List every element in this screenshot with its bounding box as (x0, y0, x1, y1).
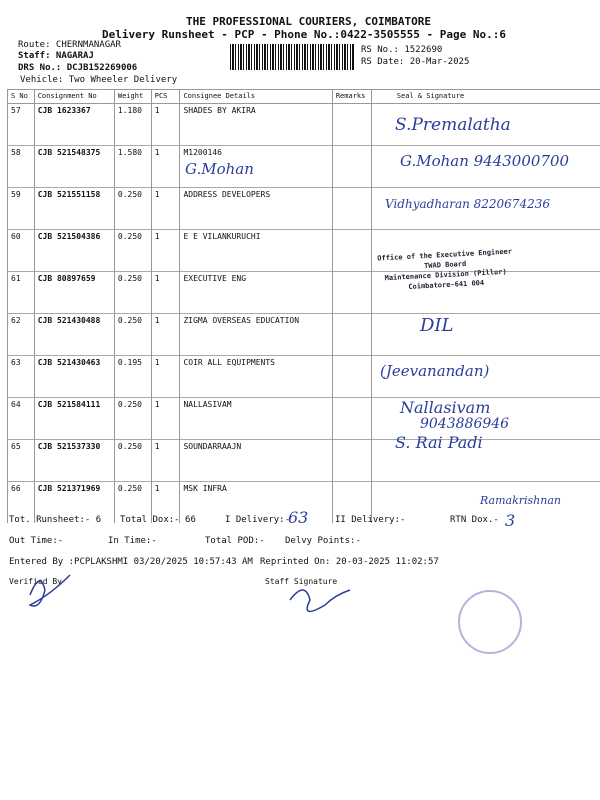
stamp-line: TWAD Board (423, 259, 467, 271)
hw-signature: G.Mohan (185, 160, 254, 178)
seal-stamp (458, 590, 522, 654)
rs-date: RS Date: 20-Mar-2025 (361, 57, 470, 67)
cell-remarks (332, 146, 371, 188)
cell-pcs: 1 (151, 440, 180, 482)
i-delivery: I Delivery:- (225, 515, 291, 525)
cell-pcs: 1 (151, 104, 180, 146)
table-row (8, 398, 600, 440)
col-weight: Weight (114, 90, 151, 104)
cell-pcs: 1 (151, 398, 180, 440)
cell-remarks (332, 230, 371, 272)
hw-rtn: 3 (505, 511, 516, 530)
table-row (8, 440, 600, 482)
cell-sno: 63 (8, 356, 35, 398)
cell-remarks (332, 314, 371, 356)
ii-delivery: II Delivery:- (335, 515, 406, 525)
table-row (8, 356, 600, 398)
drs-number: DRS No.: DCJB152269006 (18, 63, 138, 73)
cell-remarks (332, 356, 371, 398)
hw-i-delivery: 63 (288, 508, 309, 527)
hw-signature: S.Premalatha (395, 115, 511, 135)
total-dox: Total Dox:- 66 (120, 515, 196, 525)
cell-cn: CJB 521430488 (34, 314, 114, 356)
col-remarks: Remarks (332, 90, 371, 104)
cell-remarks (332, 188, 371, 230)
cell-wt: 0.250 (114, 230, 151, 272)
route: Route: CHERNMANAGAR (18, 40, 121, 50)
stamp-line: Coimbatore-641 004 (408, 278, 485, 291)
hw-signature: Ramakrishnan (480, 494, 561, 507)
cell-cn: CJB 80897659 (34, 272, 114, 314)
table-row (8, 104, 600, 146)
total-pod: Total POD:- (205, 536, 265, 546)
cell-sno: 65 (8, 440, 35, 482)
cell-cn: CJB 521537330 (34, 440, 114, 482)
cell-wt: 0.250 (114, 272, 151, 314)
cell-consignee: SOUNDARRAAJN (180, 440, 332, 482)
hw-signature: Vidhyadharan 8220674236 (385, 197, 550, 211)
delvy-points: Delvy Points:- (285, 536, 361, 546)
hw-signature: Nallasivam (400, 398, 491, 417)
rtn-dox: RTN Dox.- (450, 515, 499, 525)
cell-pcs: 1 (151, 482, 180, 524)
cell-sno: 59 (8, 188, 35, 230)
hw-signature: (Jeevanandan) (380, 362, 490, 380)
cell-pcs: 1 (151, 272, 180, 314)
cell-pcs: 1 (151, 230, 180, 272)
cell-wt: 0.250 (114, 188, 151, 230)
cell-remarks (332, 272, 371, 314)
cell-cn: CJB 521551158 (34, 188, 114, 230)
col-sno: S No (8, 90, 35, 104)
cell-wt: 0.250 (114, 440, 151, 482)
cell-wt: 0.250 (114, 482, 151, 524)
cell-consignee: M1200146 (180, 146, 332, 188)
cell-pcs: 1 (151, 314, 180, 356)
hw-signature: G.Mohan 9443000700 (400, 152, 570, 170)
cell-sno: 58 (8, 146, 35, 188)
cell-wt: 0.195 (114, 356, 151, 398)
col-pcs: PCS (151, 90, 180, 104)
cell-remarks (332, 440, 371, 482)
cell-consignee: ADDRESS DEVELOPERS (180, 188, 332, 230)
cell-sno: 60 (8, 230, 35, 272)
cell-pcs: 1 (151, 356, 180, 398)
col-consignee: Consignee Details (180, 90, 332, 104)
cell-cn: CJB 521548375 (34, 146, 114, 188)
in-time: In Time:- (108, 536, 157, 546)
barcode (230, 44, 355, 70)
cell-consignee: COIR ALL EQUIPMENTS (180, 356, 332, 398)
cell-sno: 57 (8, 104, 35, 146)
cell-wt: 0.250 (114, 314, 151, 356)
office-stamp (377, 246, 514, 293)
col-consignment: Consignment No (34, 90, 114, 104)
cell-consignee: ZIGMA OVERSEAS EDUCATION (180, 314, 332, 356)
cell-seal (371, 314, 600, 356)
company-name: THE PROFESSIONAL COURIERS, COIMBATORE (186, 15, 432, 28)
reprinted-on: Reprinted On: 20-03-2025 11:02:57 (260, 557, 439, 567)
cell-wt: 0.250 (114, 398, 151, 440)
hw-signature: DIL (420, 315, 454, 336)
col-seal: Seal & Signature (371, 90, 600, 104)
cell-pcs: 1 (151, 146, 180, 188)
stamp-line: Office of the Executive Engineer (377, 247, 513, 263)
cell-consignee: EXECUTIVE ENG (180, 272, 332, 314)
cell-wt: 1.580 (114, 146, 151, 188)
staff: Staff: NAGARAJ (18, 51, 94, 61)
hw-signature: S. Rai Padi (395, 433, 483, 452)
hw-signature: 9043886946 (420, 416, 510, 432)
cell-sno: 61 (8, 272, 35, 314)
cell-cn: CJB 521371969 (34, 482, 114, 524)
cell-sno: 62 (8, 314, 35, 356)
total-runsheet: Tot. Runsheet:- 6 (9, 515, 102, 525)
cell-consignee: E E VILANKURUCHI (180, 230, 332, 272)
cell-sno: 64 (8, 398, 35, 440)
stamp-line: Maintenance Division (Pillur) (384, 267, 507, 283)
cell-cn: CJB 521504386 (34, 230, 114, 272)
out-time: Out Time:- (9, 536, 64, 546)
entered-by: Entered By :PCPLAKSHMI 03/20/2025 10:57:43 AM (9, 557, 253, 567)
cell-sno: 66 (8, 482, 35, 524)
cell-consignee: MSK INFRA (180, 482, 332, 524)
cell-wt: 1.180 (114, 104, 151, 146)
cell-consignee: SHADES BY AKIRA (180, 104, 332, 146)
cell-remarks (332, 104, 371, 146)
vehicle: Vehicle: Two Wheeler Delivery (20, 75, 178, 85)
cell-cn: CJB 1623367 (34, 104, 114, 146)
table-row (8, 314, 600, 356)
cell-cn: CJB 521430463 (34, 356, 114, 398)
document-title: Delivery Runsheet - PCP - Phone No.:0422-3505555 - Page No.:6 (102, 28, 506, 41)
cell-consignee: NALLASIVAM (180, 398, 332, 440)
rs-number: RS No.: 1522690 (361, 45, 443, 55)
staff-signature-label: Staff Signature (265, 577, 338, 586)
verified-by: Verified By (9, 577, 62, 586)
cell-pcs: 1 (151, 188, 180, 230)
cell-remarks (332, 398, 371, 440)
cell-cn: CJB 521584111 (34, 398, 114, 440)
